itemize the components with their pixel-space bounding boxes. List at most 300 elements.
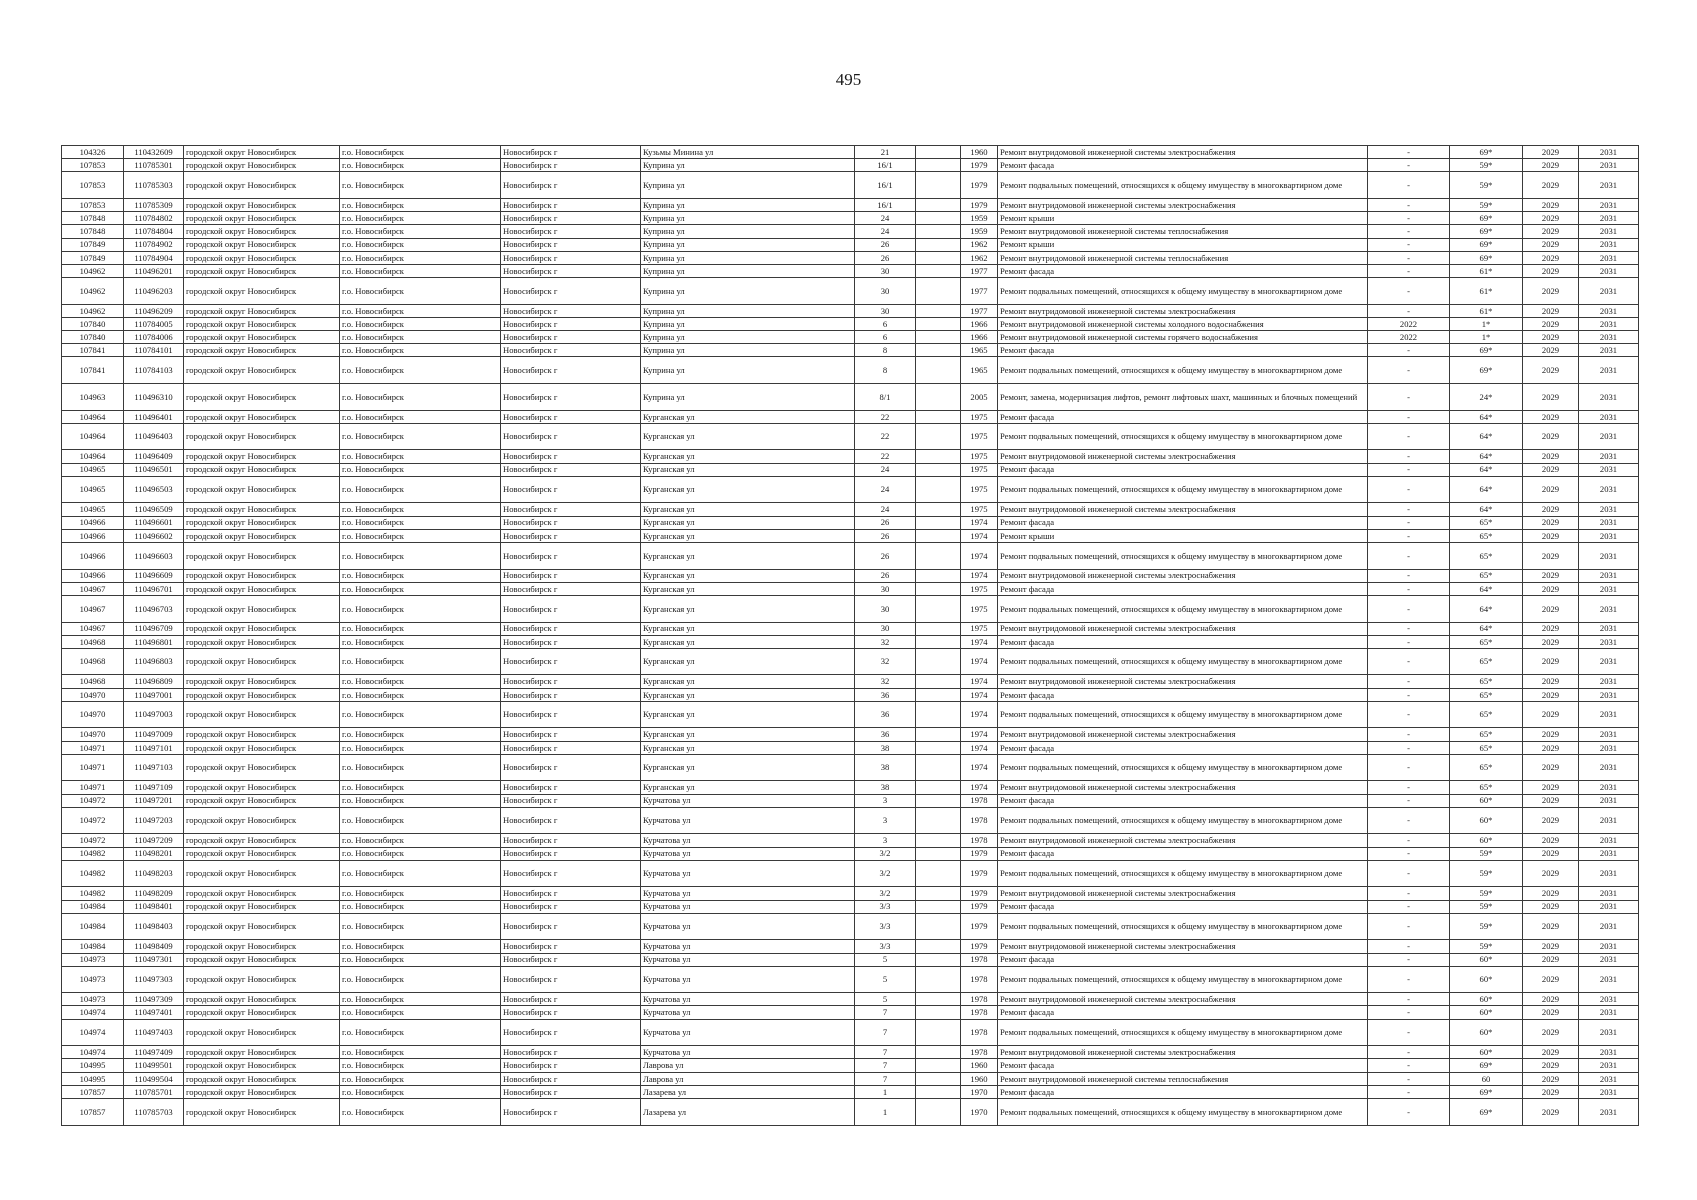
- cell-from: 2029: [1523, 264, 1579, 277]
- cell-blank: [916, 688, 961, 701]
- cell-work: Ремонт внутридомовой инженерной системы электроснабжения: [998, 993, 1368, 1006]
- cell-district: городской округ Новосибирск: [184, 966, 340, 993]
- cell-city: Новосибирск г: [501, 1059, 641, 1072]
- cell-year: 1975: [961, 476, 998, 503]
- cell-city: Новосибирск г: [501, 807, 641, 834]
- cell-year: 1962: [961, 238, 998, 251]
- cell-from: 2029: [1523, 384, 1579, 411]
- cell-city: Новосибирск г: [501, 860, 641, 887]
- cell-house_id: 107849: [62, 238, 124, 251]
- cell-street: Курчатова ул: [641, 1006, 855, 1019]
- cell-blank: [916, 172, 961, 199]
- cell-street: Курчатова ул: [641, 1046, 855, 1059]
- cell-district: городской округ Новосибирск: [184, 834, 340, 847]
- cell-house: 3/2: [855, 887, 916, 900]
- cell-work_id: 110784804: [124, 225, 184, 238]
- cell-city: Новосибирск г: [501, 913, 641, 940]
- cell-blank: [916, 1059, 961, 1072]
- cell-street: Куприна ул: [641, 384, 855, 411]
- cell-work: Ремонт внутридомовой инженерной системы электроснабжения: [998, 569, 1368, 582]
- cell-street: Курганская ул: [641, 622, 855, 635]
- cell-work: Ремонт внутридомовой инженерной системы теплоснабжения: [998, 1072, 1368, 1085]
- cell-house_id: 104995: [62, 1059, 124, 1072]
- cell-last_year: -: [1368, 595, 1450, 622]
- cell-settlement: г.о. Новосибирск: [340, 172, 501, 199]
- cell-house_id: 104966: [62, 516, 124, 529]
- cell-wear: 65*: [1450, 569, 1523, 582]
- cell-district: городской округ Новосибирск: [184, 278, 340, 305]
- cell-wear: 59*: [1450, 900, 1523, 913]
- cell-city: Новосибирск г: [501, 503, 641, 516]
- cell-wear: 59*: [1450, 860, 1523, 887]
- cell-to: 2031: [1579, 781, 1639, 794]
- cell-house: 3/2: [855, 860, 916, 887]
- cell-house: 38: [855, 741, 916, 754]
- cell-street: Куприна ул: [641, 159, 855, 172]
- cell-wear: 69*: [1450, 1099, 1523, 1126]
- cell-house_id: 104965: [62, 463, 124, 476]
- cell-house_id: 104964: [62, 450, 124, 463]
- cell-district: городской округ Новосибирск: [184, 728, 340, 741]
- cell-work: Ремонт подвальных помещений, относящихся к общему имуществу в многоквартирном доме: [998, 423, 1368, 450]
- cell-last_year: -: [1368, 1046, 1450, 1059]
- cell-last_year: -: [1368, 410, 1450, 423]
- cell-to: 2031: [1579, 913, 1639, 940]
- cell-to: 2031: [1579, 569, 1639, 582]
- cell-to: 2031: [1579, 595, 1639, 622]
- cell-year: 1974: [961, 688, 998, 701]
- cell-district: городской округ Новосибирск: [184, 900, 340, 913]
- cell-settlement: г.о. Новосибирск: [340, 503, 501, 516]
- cell-last_year: -: [1368, 159, 1450, 172]
- cell-city: Новосибирск г: [501, 1099, 641, 1126]
- cell-from: 2029: [1523, 198, 1579, 211]
- cell-year: 1979: [961, 159, 998, 172]
- cell-city: Новосибирск г: [501, 529, 641, 542]
- cell-settlement: г.о. Новосибирск: [340, 595, 501, 622]
- cell-blank: [916, 860, 961, 887]
- cell-street: Курчатова ул: [641, 940, 855, 953]
- cell-city: Новосибирск г: [501, 384, 641, 411]
- cell-work_id: 110498409: [124, 940, 184, 953]
- cell-year: 1975: [961, 410, 998, 423]
- cell-blank: [916, 569, 961, 582]
- cell-blank: [916, 476, 961, 503]
- cell-last_year: -: [1368, 278, 1450, 305]
- cell-street: Курганская ул: [641, 754, 855, 781]
- table-row: [62, 595, 1639, 622]
- cell-from: 2029: [1523, 357, 1579, 384]
- cell-house_id: 104972: [62, 834, 124, 847]
- cell-house: 24: [855, 212, 916, 225]
- cell-last_year: -: [1368, 344, 1450, 357]
- cell-settlement: г.о. Новосибирск: [340, 993, 501, 1006]
- cell-last_year: -: [1368, 423, 1450, 450]
- cell-wear: 65*: [1450, 688, 1523, 701]
- cell-wear: 59*: [1450, 913, 1523, 940]
- table-row: [62, 1072, 1639, 1085]
- cell-work: Ремонт внутридомовой инженерной системы электроснабжения: [998, 940, 1368, 953]
- cell-district: городской округ Новосибирск: [184, 807, 340, 834]
- cell-city: Новосибирск г: [501, 304, 641, 317]
- cell-settlement: г.о. Новосибирск: [340, 701, 501, 728]
- cell-city: Новосибирск г: [501, 966, 641, 993]
- cell-house_id: 104326: [62, 146, 124, 159]
- cell-year: 1975: [961, 595, 998, 622]
- cell-work: Ремонт внутридомовой инженерной системы холодного водоснабжения: [998, 317, 1368, 330]
- cell-street: Курчатова ул: [641, 993, 855, 1006]
- cell-street: Курчатова ул: [641, 807, 855, 834]
- cell-from: 2029: [1523, 741, 1579, 754]
- cell-settlement: г.о. Новосибирск: [340, 847, 501, 860]
- cell-district: городской округ Новосибирск: [184, 1059, 340, 1072]
- cell-wear: 65*: [1450, 635, 1523, 648]
- cell-house: 7: [855, 1046, 916, 1059]
- table-row: [62, 542, 1639, 569]
- cell-blank: [916, 384, 961, 411]
- cell-to: 2031: [1579, 463, 1639, 476]
- cell-street: Курганская ул: [641, 542, 855, 569]
- cell-to: 2031: [1579, 834, 1639, 847]
- cell-work_id: 110496403: [124, 423, 184, 450]
- cell-house_id: 104971: [62, 754, 124, 781]
- cell-year: 1960: [961, 146, 998, 159]
- cell-from: 2029: [1523, 807, 1579, 834]
- cell-year: 1974: [961, 542, 998, 569]
- cell-work_id: 110497109: [124, 781, 184, 794]
- cell-house: 6: [855, 331, 916, 344]
- cell-district: городской округ Новосибирск: [184, 953, 340, 966]
- cell-district: городской округ Новосибирск: [184, 516, 340, 529]
- cell-house: 7: [855, 1019, 916, 1046]
- cell-house: 30: [855, 582, 916, 595]
- cell-year: 1979: [961, 940, 998, 953]
- table-row: [62, 993, 1639, 1006]
- cell-blank: [916, 940, 961, 953]
- cell-to: 2031: [1579, 860, 1639, 887]
- cell-district: городской округ Новосибирск: [184, 1099, 340, 1126]
- cell-house: 36: [855, 701, 916, 728]
- table-row: [62, 913, 1639, 940]
- cell-work_id: 110496803: [124, 648, 184, 675]
- cell-street: Куприна ул: [641, 278, 855, 305]
- cell-house: 36: [855, 688, 916, 701]
- cell-to: 2031: [1579, 635, 1639, 648]
- cell-blank: [916, 317, 961, 330]
- cell-wear: 60: [1450, 1072, 1523, 1085]
- cell-last_year: -: [1368, 251, 1450, 264]
- cell-district: городской округ Новосибирск: [184, 569, 340, 582]
- cell-last_year: -: [1368, 225, 1450, 238]
- cell-blank: [916, 582, 961, 595]
- table-row: [62, 754, 1639, 781]
- table-row: [62, 622, 1639, 635]
- cell-from: 2029: [1523, 1046, 1579, 1059]
- cell-city: Новосибирск г: [501, 595, 641, 622]
- cell-house_id: 107841: [62, 344, 124, 357]
- cell-year: 1974: [961, 741, 998, 754]
- cell-house_id: 107857: [62, 1099, 124, 1126]
- cell-blank: [916, 953, 961, 966]
- table-row: [62, 238, 1639, 251]
- cell-wear: 61*: [1450, 278, 1523, 305]
- cell-work_id: 110497203: [124, 807, 184, 834]
- table-row: [62, 304, 1639, 317]
- cell-work: Ремонт фасада: [998, 953, 1368, 966]
- cell-year: 1970: [961, 1085, 998, 1098]
- cell-work: Ремонт внутридомовой инженерной системы электроснабжения: [998, 834, 1368, 847]
- cell-blank: [916, 754, 961, 781]
- cell-year: 1975: [961, 582, 998, 595]
- cell-settlement: г.о. Новосибирск: [340, 953, 501, 966]
- cell-year: 1979: [961, 900, 998, 913]
- cell-blank: [916, 1085, 961, 1098]
- cell-street: Курганская ул: [641, 781, 855, 794]
- cell-wear: 64*: [1450, 463, 1523, 476]
- cell-year: 1975: [961, 622, 998, 635]
- cell-house: 26: [855, 542, 916, 569]
- cell-to: 2031: [1579, 1006, 1639, 1019]
- table-row: [62, 900, 1639, 913]
- cell-work: Ремонт фасада: [998, 1006, 1368, 1019]
- cell-city: Новосибирск г: [501, 1006, 641, 1019]
- cell-house_id: 104982: [62, 887, 124, 900]
- cell-settlement: г.о. Новосибирск: [340, 476, 501, 503]
- cell-settlement: г.о. Новосибирск: [340, 317, 501, 330]
- cell-house: 16/1: [855, 159, 916, 172]
- cell-settlement: г.о. Новосибирск: [340, 794, 501, 807]
- cell-blank: [916, 847, 961, 860]
- cell-work: Ремонт подвальных помещений, относящихся к общему имуществу в многоквартирном доме: [998, 701, 1368, 728]
- cell-settlement: г.о. Новосибирск: [340, 225, 501, 238]
- cell-city: Новосибирск г: [501, 953, 641, 966]
- cell-house_id: 107853: [62, 198, 124, 211]
- cell-street: Курганская ул: [641, 410, 855, 423]
- cell-work: Ремонт внутридомовой инженерной системы электроснабжения: [998, 781, 1368, 794]
- cell-street: Курганская ул: [641, 701, 855, 728]
- cell-house_id: 104962: [62, 264, 124, 277]
- cell-last_year: -: [1368, 1006, 1450, 1019]
- cell-to: 2031: [1579, 159, 1639, 172]
- cell-blank: [916, 966, 961, 993]
- table-row: [62, 887, 1639, 900]
- cell-house_id: 104964: [62, 410, 124, 423]
- cell-house: 5: [855, 953, 916, 966]
- cell-year: 1975: [961, 503, 998, 516]
- cell-to: 2031: [1579, 1059, 1639, 1072]
- table-row: [62, 423, 1639, 450]
- cell-last_year: 2022: [1368, 331, 1450, 344]
- cell-house: 26: [855, 251, 916, 264]
- cell-year: 1974: [961, 728, 998, 741]
- cell-to: 2031: [1579, 953, 1639, 966]
- cell-to: 2031: [1579, 516, 1639, 529]
- cell-last_year: -: [1368, 212, 1450, 225]
- cell-work: Ремонт фасада: [998, 516, 1368, 529]
- cell-to: 2031: [1579, 529, 1639, 542]
- cell-work_id: 110496709: [124, 622, 184, 635]
- cell-house: 38: [855, 754, 916, 781]
- cell-house_id: 104962: [62, 278, 124, 305]
- cell-district: городской округ Новосибирск: [184, 887, 340, 900]
- cell-last_year: -: [1368, 542, 1450, 569]
- cell-work_id: 110497209: [124, 834, 184, 847]
- table-row: [62, 834, 1639, 847]
- cell-blank: [916, 1072, 961, 1085]
- cell-work: Ремонт подвальных помещений, относящихся к общему имуществу в многоквартирном доме: [998, 595, 1368, 622]
- cell-house_id: 104974: [62, 1006, 124, 1019]
- table-row: [62, 781, 1639, 794]
- cell-city: Новосибирск г: [501, 317, 641, 330]
- cell-district: городской округ Новосибирск: [184, 794, 340, 807]
- cell-work: Ремонт фасада: [998, 635, 1368, 648]
- cell-settlement: г.о. Новосибирск: [340, 940, 501, 953]
- cell-from: 2029: [1523, 622, 1579, 635]
- cell-last_year: -: [1368, 860, 1450, 887]
- cell-house_id: 104965: [62, 503, 124, 516]
- cell-street: Куприна ул: [641, 225, 855, 238]
- cell-from: 2029: [1523, 476, 1579, 503]
- cell-city: Новосибирск г: [501, 357, 641, 384]
- cell-house: 7: [855, 1059, 916, 1072]
- cell-wear: 65*: [1450, 529, 1523, 542]
- cell-year: 1977: [961, 264, 998, 277]
- cell-house_id: 104995: [62, 1072, 124, 1085]
- cell-work: Ремонт подвальных помещений, относящихся к общему имуществу в многоквартирном доме: [998, 542, 1368, 569]
- table-row: [62, 159, 1639, 172]
- cell-year: 1975: [961, 450, 998, 463]
- cell-to: 2031: [1579, 423, 1639, 450]
- cell-from: 2029: [1523, 1019, 1579, 1046]
- cell-work_id: 110496501: [124, 463, 184, 476]
- cell-work: Ремонт подвальных помещений, относящихся к общему имуществу в многоквартирном доме: [998, 648, 1368, 675]
- cell-house_id: 104962: [62, 304, 124, 317]
- cell-last_year: -: [1368, 966, 1450, 993]
- cell-year: 1977: [961, 278, 998, 305]
- table-row: [62, 516, 1639, 529]
- cell-street: Куприна ул: [641, 331, 855, 344]
- cell-street: Курчатова ул: [641, 794, 855, 807]
- cell-work: Ремонт подвальных помещений, относящихся к общему имуществу в многоквартирном доме: [998, 278, 1368, 305]
- cell-district: городской округ Новосибирск: [184, 423, 340, 450]
- cell-to: 2031: [1579, 146, 1639, 159]
- cell-from: 2029: [1523, 516, 1579, 529]
- cell-blank: [916, 251, 961, 264]
- cell-year: 1975: [961, 463, 998, 476]
- cell-street: Курганская ул: [641, 529, 855, 542]
- cell-to: 2031: [1579, 304, 1639, 317]
- cell-street: Курганская ул: [641, 463, 855, 476]
- cell-city: Новосибирск г: [501, 212, 641, 225]
- cell-wear: 64*: [1450, 582, 1523, 595]
- table-row: [62, 225, 1639, 238]
- cell-last_year: -: [1368, 146, 1450, 159]
- cell-city: Новосибирск г: [501, 1019, 641, 1046]
- cell-street: Лаврова ул: [641, 1059, 855, 1072]
- cell-work: Ремонт внутридомовой инженерной системы электроснабжения: [998, 450, 1368, 463]
- cell-blank: [916, 225, 961, 238]
- cell-from: 2029: [1523, 900, 1579, 913]
- cell-house_id: 104968: [62, 635, 124, 648]
- table-row: [62, 648, 1639, 675]
- cell-wear: 1*: [1450, 331, 1523, 344]
- table-row: [62, 410, 1639, 423]
- cell-work_id: 110784101: [124, 344, 184, 357]
- cell-street: Лазарева ул: [641, 1085, 855, 1098]
- cell-last_year: -: [1368, 1019, 1450, 1046]
- cell-wear: 69*: [1450, 146, 1523, 159]
- cell-last_year: -: [1368, 450, 1450, 463]
- cell-settlement: г.о. Новосибирск: [340, 463, 501, 476]
- cell-city: Новосибирск г: [501, 728, 641, 741]
- cell-house: 26: [855, 529, 916, 542]
- cell-year: 1974: [961, 675, 998, 688]
- cell-house_id: 104984: [62, 913, 124, 940]
- cell-settlement: г.о. Новосибирск: [340, 344, 501, 357]
- cell-house: 30: [855, 622, 916, 635]
- cell-last_year: -: [1368, 569, 1450, 582]
- cell-wear: 65*: [1450, 781, 1523, 794]
- cell-work: Ремонт фасада: [998, 1085, 1368, 1098]
- cell-house: 3/2: [855, 847, 916, 860]
- cell-house: 5: [855, 966, 916, 993]
- cell-settlement: г.о. Новосибирск: [340, 159, 501, 172]
- cell-blank: [916, 887, 961, 900]
- cell-settlement: г.о. Новосибирск: [340, 1019, 501, 1046]
- cell-to: 2031: [1579, 450, 1639, 463]
- cell-wear: 65*: [1450, 675, 1523, 688]
- cell-work_id: 110496209: [124, 304, 184, 317]
- cell-settlement: г.о. Новосибирск: [340, 648, 501, 675]
- cell-district: городской округ Новосибирск: [184, 225, 340, 238]
- cell-work_id: 110497303: [124, 966, 184, 993]
- cell-to: 2031: [1579, 251, 1639, 264]
- cell-district: городской округ Новосибирск: [184, 159, 340, 172]
- table-row: [62, 503, 1639, 516]
- cell-from: 2029: [1523, 317, 1579, 330]
- table-row: [62, 278, 1639, 305]
- cell-work: Ремонт подвальных помещений, относящихся к общему имуществу в многоквартирном доме: [998, 860, 1368, 887]
- cell-to: 2031: [1579, 940, 1639, 953]
- cell-work: Ремонт внутридомовой инженерной системы теплоснабжения: [998, 225, 1368, 238]
- cell-last_year: -: [1368, 503, 1450, 516]
- cell-work_id: 110498201: [124, 847, 184, 860]
- cell-settlement: г.о. Новосибирск: [340, 450, 501, 463]
- cell-work: Ремонт фасада: [998, 264, 1368, 277]
- cell-last_year: -: [1368, 648, 1450, 675]
- cell-work: Ремонт фасада: [998, 741, 1368, 754]
- table-row: [62, 940, 1639, 953]
- cell-district: городской округ Новосибирск: [184, 542, 340, 569]
- cell-from: 2029: [1523, 238, 1579, 251]
- cell-from: 2029: [1523, 529, 1579, 542]
- cell-house: 26: [855, 569, 916, 582]
- cell-work: Ремонт подвальных помещений, относящихся к общему имуществу в многоквартирном доме: [998, 476, 1368, 503]
- cell-to: 2031: [1579, 503, 1639, 516]
- cell-settlement: г.о. Новосибирск: [340, 146, 501, 159]
- cell-street: Куприна ул: [641, 317, 855, 330]
- cell-house: 21: [855, 146, 916, 159]
- cell-settlement: г.о. Новосибирск: [340, 212, 501, 225]
- cell-from: 2029: [1523, 159, 1579, 172]
- cell-city: Новосибирск г: [501, 675, 641, 688]
- cell-wear: 65*: [1450, 701, 1523, 728]
- cell-blank: [916, 503, 961, 516]
- cell-street: Курганская ул: [641, 688, 855, 701]
- cell-wear: 60*: [1450, 993, 1523, 1006]
- cell-street: Курганская ул: [641, 569, 855, 582]
- cell-house: 24: [855, 225, 916, 238]
